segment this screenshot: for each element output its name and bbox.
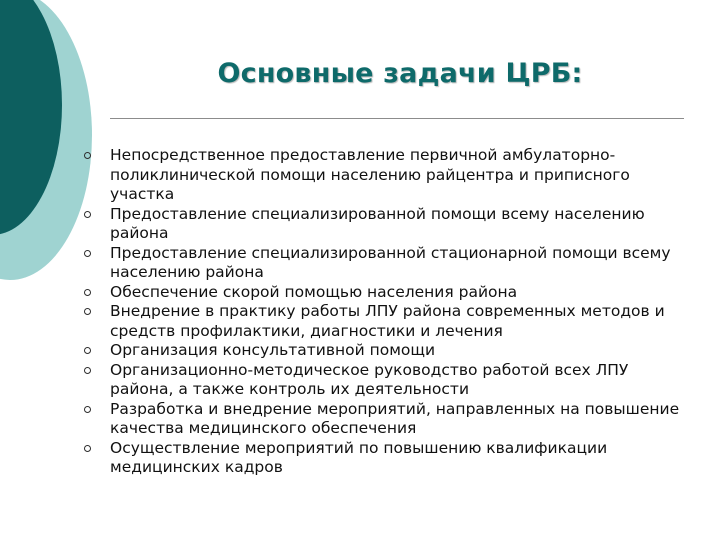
list-item-text: Разработка и внедрение мероприятий, направленных на повышение качества медицинского обеспечения [110, 399, 680, 437]
list-item-text: Внедрение в практику работы ЛПУ района современных методов и средств профилактики, диагностики и лечения [110, 302, 665, 340]
list-item [80, 439, 692, 478]
list-item-text: Организационно-методическое руководство работой всех ЛПУ района, а также контроль их деятельности [110, 360, 629, 398]
list-item [80, 400, 692, 439]
list-item [80, 283, 692, 303]
list-item-text: Непосредственное предоставление первичной амбулаторно-поликлинической помощи населению райцентра и приписного участка [110, 146, 630, 203]
hollow-circle-icon [84, 445, 91, 452]
list-item [80, 361, 692, 400]
hollow-circle-icon [84, 367, 91, 374]
list-item [80, 244, 692, 283]
list-item-text: Организация консультативной помощи [110, 341, 436, 359]
title-divider [110, 118, 684, 119]
slide-title: Основные задачи ЦРБ: [217, 58, 583, 89]
task-list [80, 146, 692, 478]
list-item [80, 341, 692, 361]
hollow-circle-icon [84, 347, 91, 354]
list-item [80, 302, 692, 341]
list-item-text: Предоставление специализированной помощи всему населению района [110, 204, 645, 242]
hollow-circle-icon [84, 250, 91, 257]
hollow-circle-icon [84, 152, 91, 159]
hollow-circle-icon [84, 289, 91, 296]
list-item-text: Осуществление мероприятий по повышению квалификации медицинских кадров [110, 438, 608, 476]
list-item-text: Обеспечение скорой помощью населения района [110, 282, 518, 301]
hollow-circle-icon [84, 406, 91, 413]
list-item [80, 205, 692, 244]
hollow-circle-icon [84, 308, 91, 315]
hollow-circle-icon [84, 211, 91, 218]
list-item [80, 146, 692, 205]
list-item-text: Предоставление специализированной стационарной помощи всему населению района [110, 243, 671, 281]
